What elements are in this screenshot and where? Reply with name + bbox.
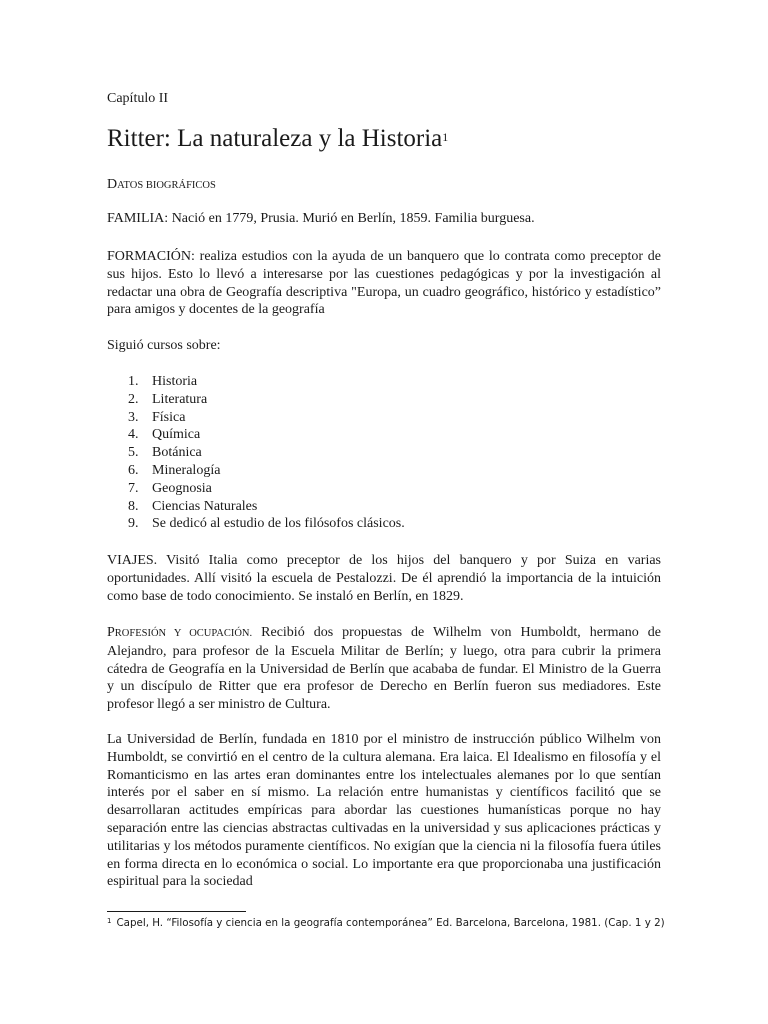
list-item-number: 8. bbox=[128, 498, 139, 514]
footnote-mark: 1 bbox=[107, 917, 112, 925]
profesion-text: Recibió dos propuestas de Wilhelm von Humboldt, hermano de Alejandro, para profesor de la Escuela Militar de Berlín; y luego, otra para cubrir la primera cátedra de Geografía en la Universidad de Berlín que acababa de fundar. El Ministro de la Guerra y un discípulo de Ritter que era profesor de Derecho en Berlín fueron sus mediadores. Este profesor llegó a ser ministro de Cultura. bbox=[107, 625, 661, 713]
list-item-label: Mineralogía bbox=[152, 462, 221, 478]
list-item-label: Ciencias Naturales bbox=[152, 498, 258, 514]
profesion-label-rest: ROFESIÓN Y OCUPACIÓN. bbox=[114, 628, 253, 639]
list-item-number: 5. bbox=[128, 445, 139, 461]
list-item bbox=[128, 515, 405, 533]
list-item bbox=[128, 480, 405, 498]
list-item bbox=[128, 373, 405, 391]
list-item bbox=[128, 409, 405, 427]
list-item-number: 2. bbox=[128, 391, 139, 407]
paragraph-viajes bbox=[107, 552, 661, 605]
footnote bbox=[107, 917, 667, 929]
viajes-label: VIAJES. bbox=[107, 553, 158, 568]
profesion-label-initial: P bbox=[107, 625, 115, 640]
section-heading bbox=[107, 177, 216, 193]
familia-label: FAMILIA: bbox=[107, 211, 169, 226]
list-item-label: Geognosia bbox=[152, 480, 212, 496]
paragraph-universidad: La Universidad de Berlín, fundada en 1810 por el ministro de instrucción público Wilhelm von Humboldt, se convirtió en el centro de la cultura alemana. Era laica. El Idealismo en filosofía y el Romanticismo en las artes eran dominantes entre los intelectuales alemanes por lo que sentían interés por el saber en sí mismo. La relación entre humanistas y científicos facilitó que se desarrollaran actitudes empíricas para abordar las cuestiones humanísticas porque no hay separación entre las ciencias abstractas cultivadas en la universidad y sus aplicaciones prácticas y utilitarias y los métodos puramente científicos. No exigían que la ciencia ni la filosofía fuera útiles en forma directa en lo económica o social. Lo importante era que proporcionaba una justificación espiritual para la sociedad bbox=[107, 732, 661, 890]
chapter-label: Capítulo II bbox=[107, 91, 169, 106]
viajes-text: Visitó Italia como preceptor de los hijos del banquero y por Suiza en varias oportunidades. Allí visitó la escuela de Pestalozzi. De él aprendió la importancia de la intuición como base de todo conocimiento. Se instaló en Berlín, en 1829. bbox=[107, 553, 661, 604]
familia-text: Nació en 1779, Prusia. Murió en Berlín, 1859. Familia burguesa. bbox=[168, 211, 535, 226]
list-item-label: Física bbox=[152, 409, 186, 425]
list-item-label: Historia bbox=[152, 374, 198, 389]
list-item-number: 3. bbox=[128, 409, 139, 425]
list-item bbox=[128, 498, 405, 516]
paragraph-profesion bbox=[107, 624, 661, 714]
list-item-label: Química bbox=[152, 427, 201, 443]
courses-intro: Siguió cursos sobre: bbox=[107, 338, 221, 353]
list-item-number: 1. bbox=[128, 374, 139, 389]
heading-initial: D bbox=[107, 177, 118, 192]
list-item-number: 4. bbox=[128, 427, 139, 443]
title-footnote-mark[interactable]: 1 bbox=[442, 130, 449, 144]
title-text: Ritter: La naturaleza y la Historia bbox=[107, 125, 443, 152]
footnote-text: Capel, H. “Filosofía y ciencia en la geografía contemporánea” Ed. Barcelona, Barcelona, 1981. (Cap. 1 y 2) bbox=[116, 917, 665, 929]
heading-rest: ATOS BIOGRÁFICOS bbox=[117, 180, 216, 191]
formacion-label: FORMACIÓN: bbox=[107, 249, 195, 264]
list-item bbox=[128, 426, 405, 444]
list-item-number: 7. bbox=[128, 480, 139, 496]
chapter-title bbox=[107, 124, 448, 154]
list-item bbox=[128, 462, 405, 480]
list-item-number: 6. bbox=[128, 462, 139, 478]
list-item-number: 9. bbox=[128, 516, 139, 532]
list-item bbox=[128, 391, 405, 409]
paragraph-formacion bbox=[107, 248, 661, 319]
courses-list bbox=[128, 373, 405, 533]
paragraph-familia bbox=[107, 210, 661, 228]
list-item-label: Se dedicó al estudio de los filósofos clásicos. bbox=[152, 516, 405, 532]
list-item-label: Botánica bbox=[152, 445, 202, 461]
footnote-divider bbox=[107, 911, 246, 912]
list-item-label: Literatura bbox=[152, 391, 208, 407]
list-item bbox=[128, 444, 405, 462]
formacion-text: realiza estudios con la ayuda de un banquero que lo contrata como preceptor de sus hijos. Esto lo llevó a interesarse por las cuestiones pedagógicas y por la investigación al redactar una obra de Geografía descriptiva "Europa, un cuadro geográfico, histórico y estadístico” para amigos y docentes de la geografía bbox=[107, 249, 661, 318]
